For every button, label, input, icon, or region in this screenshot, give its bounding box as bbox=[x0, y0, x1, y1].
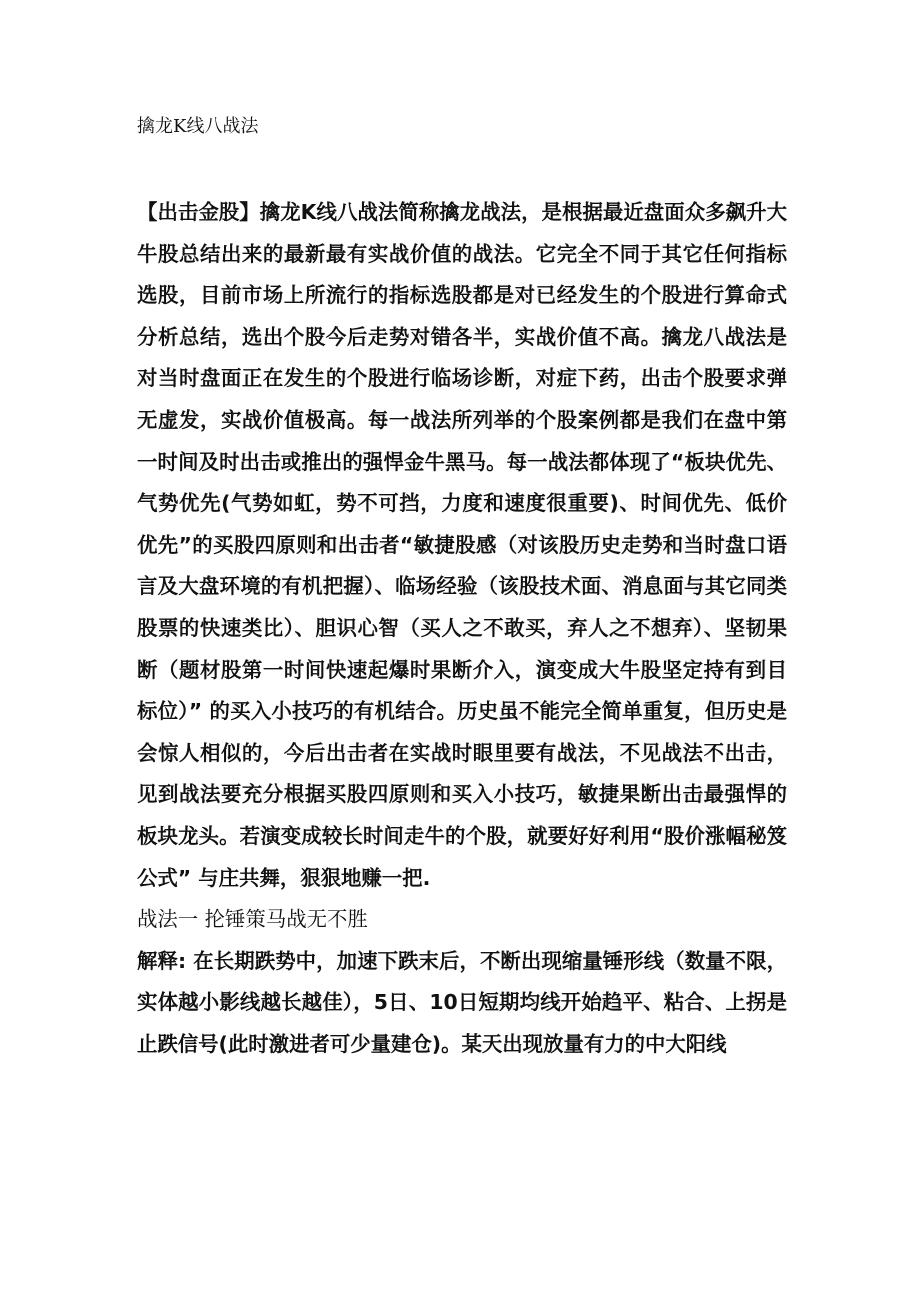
intro-paragraph: 【出击金股】擒龙K线八战法简称擒龙战法，是根据最近盘面众多飙升大牛股总结出来的最新最有实战价值的战法。它完全不同于其它任何指标选股，目前市场上所流行的指标选股都是对已经发生的个股进行算命式分析总结，选出个股今后走势对错各半，实战价值不高。擒龙八战法是对当时盘面正在发生的个股进行临场诊断，对症下药，出击个股要求弹无虚发，实战价值极高。每一战法所列举的个股案例都是我们在盘中第一时间及时出击或推出的强悍金牛黑马。每一战法都体现了“板块优先、气势优先(气势如虹，势不可挡，力度和速度很重要)、时间优先、低价优先”的买股四原则和出击者“敏捷股感（对该股历史走势和当时盘口语言及大盘环境的有机把握）、临场经验（该股技术面、消息面与其它同类股票的快速类比）、胆识心智（买人之不敢买，弃人之不想弃）、坚韧果断（题材股第一时间快速起爆时果断介入，演变成大牛股坚定持有到目标位）” 的买入小技巧的有机结合。历史虽不能完全简单重复，但历史是会惊人相似的，今后出击者在实战时眼里要有战法，不见战法不出击，见到战法要充分根据买股四原则和买入小技巧，敏捷果断出击最强悍的板块龙头。若演变成较长时间走牛的个股，就要好好利用“股价涨幅秘笈公式” 与庄共舞，狠狠地赚一把. bbox=[137, 200, 787, 890]
document-title: 擒龙K线八战法 bbox=[137, 116, 259, 137]
section-heading: 战法一 抡锤策马战无不胜 bbox=[137, 907, 368, 932]
document-body bbox=[137, 192, 787, 1065]
section-paragraph: 解释: 在长期跌势中，加速下跌末后，不断出现缩量锤形线（数量不限，实体越小影线越长越佳），5日、10日短期均线开始趋平、粘合、上拐是止跌信号(此时激进者可少量建仓)。某天出现放量有力的中大阳线 bbox=[137, 948, 787, 1056]
